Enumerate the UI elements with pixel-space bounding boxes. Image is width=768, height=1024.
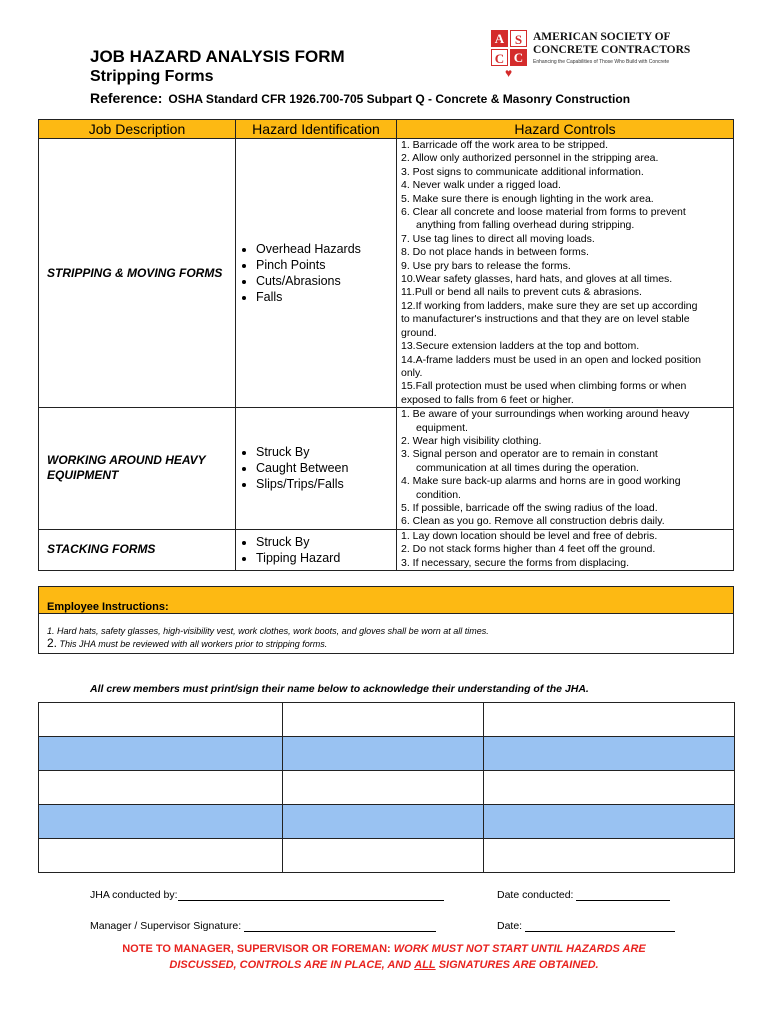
- note-line2: [0, 957, 768, 973]
- note-all-emphasis: ALL: [414, 959, 436, 971]
- signature-cell[interactable]: [283, 737, 484, 771]
- hazard-identification-cell: [236, 408, 397, 530]
- signature-cell[interactable]: [283, 805, 484, 839]
- hazard-list: [236, 444, 396, 492]
- note-prefix: NOTE TO MANAGER, SUPERVISOR OR FOREMAN:: [122, 943, 391, 955]
- control-line: 7. Use tag lines to direct all moving loads.: [401, 232, 595, 245]
- signature-cell[interactable]: [484, 737, 735, 771]
- header-hazard-controls: Hazard Controls: [397, 120, 734, 139]
- signature-row: [39, 805, 735, 839]
- manager-signature-field[interactable]: [244, 919, 436, 932]
- logo-name: [533, 31, 690, 57]
- control-line: 1. Lay down location should be level and free of debris.: [401, 529, 658, 542]
- signature-row: [39, 703, 735, 737]
- instruction-number: 1.: [47, 626, 55, 636]
- hazard-item: • Cuts/Abrasions: [256, 273, 396, 289]
- signature-cell[interactable]: [484, 805, 735, 839]
- ascc-logo: [491, 30, 691, 80]
- signature-cell[interactable]: [484, 703, 735, 737]
- manager-signature: [90, 919, 436, 932]
- hazard-item: • Overhead Hazards: [256, 241, 396, 257]
- control-line: 2. Allow only authorized personnel in the stripping area.: [401, 152, 659, 165]
- form-title: JOB HAZARD ANALYSIS FORM: [90, 47, 345, 66]
- control-line: 15.Fall protection must be used when climbing forms or when: [401, 380, 687, 393]
- hazard-item: • Tipping Hazard: [256, 550, 396, 566]
- control-line: 2. Do not stack forms higher than 4 feet off the ground.: [401, 543, 656, 556]
- signature-cell[interactable]: [39, 703, 283, 737]
- hazard-list: [236, 241, 396, 305]
- hazard-item: • Struck By: [256, 444, 396, 460]
- date-conducted-field[interactable]: [576, 888, 670, 901]
- hazard-controls-cell: [397, 139, 734, 408]
- logo-tagline: Enhancing the Capabilities of Those Who Build with Concrete: [533, 59, 670, 65]
- date-conducted: [497, 888, 670, 901]
- control-line: 10.Wear safety glasses, hard hats, and gloves at all times.: [401, 273, 673, 286]
- instruction-number: 2.: [47, 636, 58, 650]
- instruction-item: [39, 637, 733, 650]
- date-label: Date:: [497, 920, 523, 932]
- control-line: 9. Use pry bars to release the forms.: [401, 259, 571, 272]
- control-line: 5. Make sure there is enough lighting in the work area.: [401, 192, 654, 205]
- control-line: 11.Pull or bend all nails to prevent cuts & abrasions.: [401, 286, 642, 299]
- control-line: to manufacturer's instructions and that they are on level stable: [401, 313, 690, 326]
- control-line: 5. If possible, barricade off the swing radius of the load.: [401, 501, 658, 514]
- job-description-cell: WORKING AROUND HEAVY EQUIPMENT: [39, 408, 236, 530]
- hazard-item: • Slips/Trips/Falls: [256, 476, 396, 492]
- logo-letter-s: S: [510, 30, 527, 47]
- control-line: 14.A-frame ladders must be used in an open and locked position: [401, 353, 702, 366]
- form-subtitle: Stripping Forms: [90, 68, 214, 85]
- hazard-table-header: [39, 120, 734, 139]
- control-line: 4. Never walk under a rigged load.: [401, 179, 561, 192]
- control-line: equipment.: [416, 421, 468, 434]
- signature-row: [39, 771, 735, 805]
- crew-signature-table: [38, 702, 735, 873]
- signature-cell[interactable]: [39, 839, 283, 873]
- control-line: 12.If working from ladders, make sure they are set up according: [401, 299, 698, 312]
- hazard-item: • Falls: [256, 289, 396, 305]
- date-signed: [497, 919, 675, 932]
- signature-cell[interactable]: [39, 771, 283, 805]
- control-line: 1. Be aware of your surroundings when working around heavy: [401, 408, 690, 421]
- logo-name-line1: AMERICAN SOCIETY OF: [533, 31, 671, 43]
- reference-label: Reference:: [90, 90, 163, 106]
- logo-letter-a: A: [491, 30, 508, 47]
- control-line: exposed to falls from 6 feet or higher.: [401, 393, 574, 406]
- signature-cell[interactable]: [39, 737, 283, 771]
- hazard-item: • Struck By: [256, 534, 396, 550]
- signature-cell[interactable]: [283, 703, 484, 737]
- signature-row: [39, 839, 735, 873]
- note-warning: WORK MUST NOT START UNTIL HAZARDS ARE: [393, 943, 646, 955]
- control-line: only.: [401, 366, 423, 379]
- conducted-by-field[interactable]: [178, 888, 444, 901]
- signature-row: [39, 737, 735, 771]
- hazard-item: • Caught Between: [256, 460, 396, 476]
- control-line: communication at all times during the operation.: [416, 461, 639, 474]
- control-line: 6. Clean as you go. Remove all construction debris daily.: [401, 515, 665, 528]
- header-hazard-identification: Hazard Identification: [236, 120, 397, 139]
- signature-cell[interactable]: [283, 839, 484, 873]
- reference-line: [90, 90, 630, 106]
- hazard-item: • Pinch Points: [256, 257, 396, 273]
- control-line: 2. Wear high visibility clothing.: [401, 434, 542, 447]
- reference-text: OSHA Standard CFR 1926.700-705 Subpart Q - Concrete & Masonry Construction: [168, 92, 631, 106]
- signature-cell[interactable]: [484, 771, 735, 805]
- heart-icon: ♥: [505, 66, 513, 80]
- employee-instructions: [38, 586, 734, 654]
- date-conducted-label: Date conducted:: [497, 889, 574, 901]
- control-line: condition.: [416, 488, 461, 501]
- control-line: 3. Post signs to communicate additional information.: [401, 165, 644, 178]
- control-line: ground.: [401, 326, 437, 339]
- control-line: anything from falling overhead during stripping.: [416, 219, 635, 232]
- hazard-row: [39, 408, 734, 530]
- hazard-row: [39, 529, 734, 570]
- hazard-table: [38, 119, 734, 571]
- control-line: 1. Barricade off the work area to be stripped.: [401, 139, 609, 151]
- instruction-text: Hard hats, safety glasses, high-visibility vest, work clothes, work boots, and gloves shall be worn at all times.: [57, 626, 489, 636]
- hazard-list: [236, 534, 396, 566]
- control-line: 4. Make sure back-up alarms and horns are in good working: [401, 475, 681, 488]
- conducted-by-label: JHA conducted by:: [90, 889, 178, 901]
- hazard-identification-cell: [236, 139, 397, 408]
- header-job-description: Job Description: [39, 120, 236, 139]
- job-description-cell: STACKING FORMS: [39, 529, 236, 570]
- logo-letter-c1: C: [491, 49, 508, 66]
- hazard-row: [39, 139, 734, 408]
- supervisor-note: [0, 941, 768, 973]
- signature-cell[interactable]: [484, 839, 735, 873]
- acknowledgement-text: All crew members must print/sign their name below to acknowledge their understanding of the JHA.: [90, 683, 589, 695]
- control-line: 3. If necessary, secure the forms from displacing.: [401, 556, 629, 569]
- jha-conducted-by: [90, 888, 444, 901]
- control-line: 3. Signal person and operator are to remain in constant: [401, 448, 658, 461]
- control-line: 6. Clear all concrete and loose material from forms to prevent: [401, 206, 686, 219]
- instruction-item: [39, 625, 733, 637]
- signature-cell[interactable]: [283, 771, 484, 805]
- hazard-identification-cell: [236, 529, 397, 570]
- logo-letter-c2: C: [510, 49, 527, 66]
- logo-name-line2: CONCRETE CONTRACTORS: [533, 44, 691, 56]
- note-warning-cont: DISCUSSED, CONTROLS ARE IN PLACE, AND: [169, 959, 412, 971]
- logo-letter-grid: [491, 30, 530, 70]
- control-line: 8. Do not place hands in between forms.: [401, 246, 589, 259]
- manager-signature-label: Manager / Supervisor Signature:: [90, 920, 242, 932]
- instruction-text: This JHA must be reviewed with all workers prior to stripping forms.: [59, 639, 328, 649]
- job-description-cell: STRIPPING & MOVING FORMS: [39, 139, 236, 408]
- note-line1: [0, 941, 768, 957]
- control-line: 13.Secure extension ladders at the top and bottom.: [401, 340, 640, 353]
- signature-cell[interactable]: [39, 805, 283, 839]
- instructions-heading: Employee Instructions:: [39, 587, 733, 614]
- hazard-controls-cell: [397, 529, 734, 570]
- note-warning-end: SIGNATURES ARE OBTAINED.: [438, 959, 599, 971]
- date-field[interactable]: [525, 919, 675, 932]
- hazard-controls-cell: [397, 408, 734, 530]
